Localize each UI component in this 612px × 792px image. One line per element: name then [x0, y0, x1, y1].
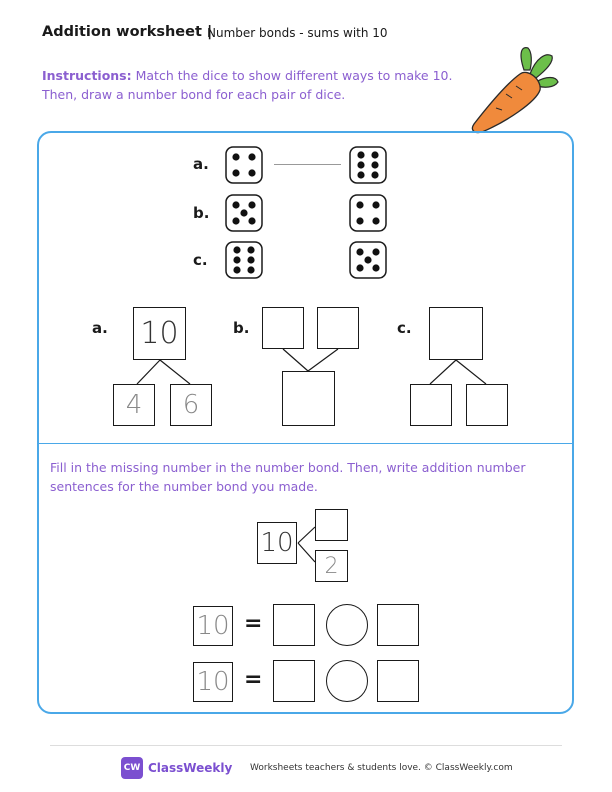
sentence1-total-box[interactable]: 10: [193, 606, 233, 646]
match-line-a: [274, 164, 341, 165]
die-pip: [232, 169, 239, 176]
die-face: [350, 195, 386, 231]
die-face: [226, 242, 262, 278]
die-left-c[interactable]: [225, 241, 263, 279]
die-pip: [372, 217, 379, 224]
sentence1-operator-circle[interactable]: [326, 604, 368, 646]
part2-bond-part-top-box[interactable]: [315, 509, 348, 541]
dice-row-b-letter: b.: [193, 204, 210, 222]
footer-brand: ClassWeekly: [148, 761, 233, 775]
part2-bond-part-bottom-box[interactable]: 2: [315, 550, 348, 582]
die-pip: [357, 151, 364, 158]
die-pip: [356, 264, 363, 271]
bond-c-part1-box[interactable]: [410, 384, 452, 426]
die-pip: [248, 201, 255, 208]
die-right-b[interactable]: [349, 194, 387, 232]
bond-c-whole-box[interactable]: [429, 307, 483, 360]
sentence1-equals: =: [244, 611, 263, 636]
part2-bond-whole-box[interactable]: 10: [257, 522, 297, 564]
die-pip: [248, 169, 255, 176]
die-pip: [247, 246, 254, 253]
die-pip: [232, 153, 239, 160]
footer-tagline: Worksheets teachers & students love. © ClassWeekly.com: [250, 763, 513, 773]
bond-b-whole-box[interactable]: [282, 371, 335, 426]
bond-a-letter: a.: [92, 319, 108, 337]
die-pip: [356, 248, 363, 255]
die-pip: [372, 248, 379, 255]
die-pip: [371, 161, 378, 168]
footer-rule: [50, 745, 562, 746]
instructions-text: Match the dice to show different ways to make 10. Then, draw a number bond for each pair of dice.: [42, 68, 453, 102]
part2-instructions: Fill in the missing number in the number bond. Then, write addition number sentences for the number bond you made.: [50, 460, 526, 494]
bond-b-part2-box[interactable]: [317, 307, 359, 349]
die-pip: [356, 217, 363, 224]
die-pip: [357, 171, 364, 178]
bond-c-part2-box[interactable]: [466, 384, 508, 426]
die-pip: [357, 161, 364, 168]
sentence2-equals: =: [244, 667, 263, 692]
worksheet-title: Addition worksheet |: [42, 24, 213, 40]
instructions: [42, 66, 472, 104]
die-left-a[interactable]: [225, 146, 263, 184]
worksheet-subtitle: Number bonds - sums with 10: [207, 26, 388, 40]
die-pip: [364, 256, 371, 263]
classweekly-logo-icon: CW: [121, 757, 143, 779]
die-pip: [372, 264, 379, 271]
sentence1-addend2-box[interactable]: [377, 604, 419, 646]
die-pip: [371, 171, 378, 178]
sentence2-operator-circle[interactable]: [326, 660, 368, 702]
die-pip: [356, 201, 363, 208]
bond-a-part1-box[interactable]: 4: [113, 384, 155, 426]
die-right-a[interactable]: [349, 146, 387, 184]
die-pip: [247, 256, 254, 263]
carrot-icon: [466, 44, 560, 136]
die-pip: [232, 217, 239, 224]
sentence2-total-box[interactable]: 10: [193, 662, 233, 702]
die-pip: [248, 153, 255, 160]
die-pip: [233, 266, 240, 273]
die-left-b[interactable]: [225, 194, 263, 232]
bond-a-whole-box[interactable]: 10: [133, 307, 186, 360]
instructions-label: Instructions:: [42, 68, 132, 83]
die-pip: [372, 201, 379, 208]
die-right-c[interactable]: [349, 241, 387, 279]
die-face: [226, 147, 262, 183]
die-pip: [240, 209, 247, 216]
sentence2-addend1-box[interactable]: [273, 660, 315, 702]
sentence2-addend2-box[interactable]: [377, 660, 419, 702]
die-pip: [247, 266, 254, 273]
die-pip: [233, 256, 240, 263]
bond-b-part1-box[interactable]: [262, 307, 304, 349]
die-pip: [371, 151, 378, 158]
bond-c-letter: c.: [397, 319, 412, 337]
dice-row-c-letter: c.: [193, 251, 208, 269]
die-face: [350, 147, 386, 183]
die-pip: [232, 201, 239, 208]
bond-a-part2-box[interactable]: 6: [170, 384, 212, 426]
die-pip: [248, 217, 255, 224]
sentence1-addend1-box[interactable]: [273, 604, 315, 646]
section-divider: [39, 443, 572, 444]
dice-row-a-letter: a.: [193, 155, 209, 173]
bond-b-letter: b.: [233, 319, 250, 337]
die-pip: [233, 246, 240, 253]
